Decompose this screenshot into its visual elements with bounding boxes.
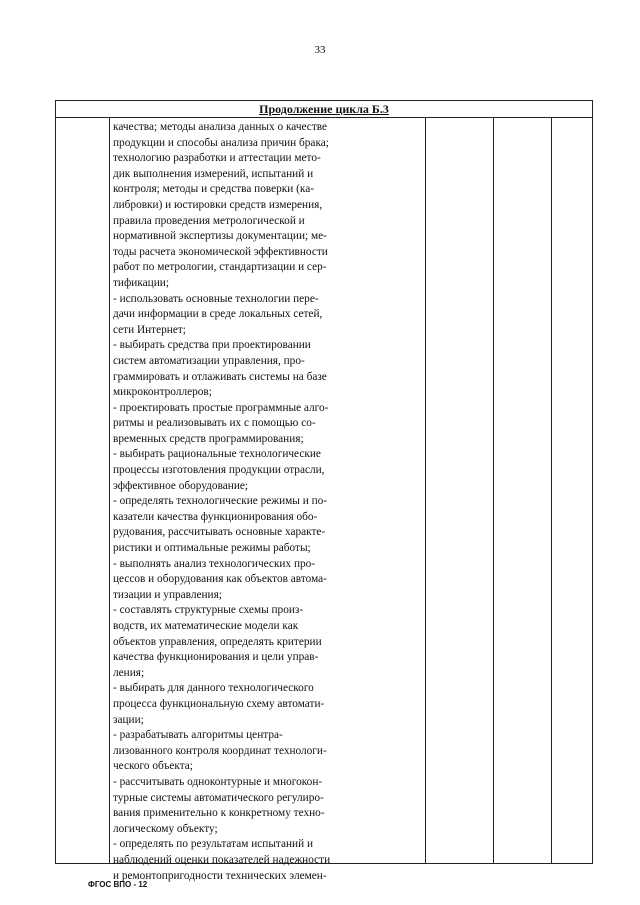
table-header-row [56,101,592,118]
footer-label: ФГОС ВПО - 12 [88,880,148,889]
text-line: казатели качества функционирования обо- [113,510,318,523]
text-line: - определять технологические режимы и по- [113,495,328,508]
text-line: тификации; [113,276,169,289]
text-line: - использовать основные технологии пере- [113,292,319,305]
text-line: тоды расчета экономической эффективности [113,245,328,258]
text-line: цессов и оборудования как объектов автома- [113,573,327,586]
text-line: водств, их математические модели как [113,620,299,632]
text-line: либровки) и юстировки средств измерения, [113,198,323,211]
text-line: - рассчитывать одноконтурные и многокон- [113,775,323,788]
text-line: зации; [113,713,144,726]
text-line: вания применительно к конкретному техно- [113,807,325,820]
column-divider-4 [551,118,552,863]
text-line: ристики и оптимальные режимы работы; [113,542,311,555]
text-line: граммировать и отлаживать системы на базе [113,370,327,383]
text-line: микроконтроллеров; [113,386,212,399]
text-line: лизованного контроля координат технологи- [113,744,327,757]
text-line: временных средств программирования; [113,432,304,445]
text-line: правила проведения метрологической и [113,214,305,227]
text-line: логическому объекту; [113,822,218,835]
text-line: - выбирать средства при проектировании [113,339,311,352]
text-line: нормативной экспертизы документации; ме- [113,230,327,243]
text-line: - определять по результатам испытаний и [113,838,314,851]
document-table [55,100,593,882]
text-line: систем автоматизации управления, про- [113,354,305,367]
text-line: эффективное оборудование; [113,479,249,492]
text-line: качества; методы анализа данных о качестве [113,121,328,133]
text-line: - проектировать простые программные алго- [113,401,329,414]
text-line: - выбирать рациональные технологические [113,448,321,461]
text-line: тизации и управления; [113,588,222,601]
text-line: дачи информации в среде локальных сетей, [113,308,323,321]
competency-text-column [113,120,422,884]
text-line: ческого объекта; [113,760,193,773]
text-line: качества функционирования и цели управ- [113,651,319,664]
text-line: работ по метрологии, стандартизации и сер- [113,261,327,274]
text-line: процесса функциональную схему автомати- [113,697,325,710]
text-line: - выбирать для данного технологического [113,682,314,695]
table-header-title: Продолжение цикла Б.3 [259,102,389,116]
text-line: - разрабатывать алгоритмы центра- [113,729,283,742]
text-line: продукции и способы анализа причин брака; [113,136,329,149]
text-line: процессы изготовления продукции отрасли, [113,464,325,477]
column-divider-1 [109,118,110,863]
text-line: - составлять структурные схемы произ- [113,604,304,617]
text-line: ритмы и реализовывать их с помощью со- [113,417,316,430]
text-line: объектов управления, определять критерии [113,635,322,648]
text-line: дик выполнения измерений, испытаний и [113,167,314,180]
page-number: 33 [314,44,326,56]
text-line: турные системы автоматического регулиро- [113,791,324,804]
text-line: технологию разработки и аттестации мето- [113,152,321,165]
text-line: рудования, рассчитывать основные характе- [113,526,326,539]
text-line: контроля; методы и средства поверки (ка- [113,183,315,196]
text-line: и ремонтопригодности технических элемен- [113,869,327,882]
text-line: наблюдений оценки показателей надежности [113,853,331,866]
column-divider-3 [493,118,494,863]
text-line: ления; [113,666,145,679]
column-divider-2 [425,118,426,863]
text-line: сети Интернет; [113,323,186,336]
text-line: - выполнять анализ технологических про- [113,557,316,570]
